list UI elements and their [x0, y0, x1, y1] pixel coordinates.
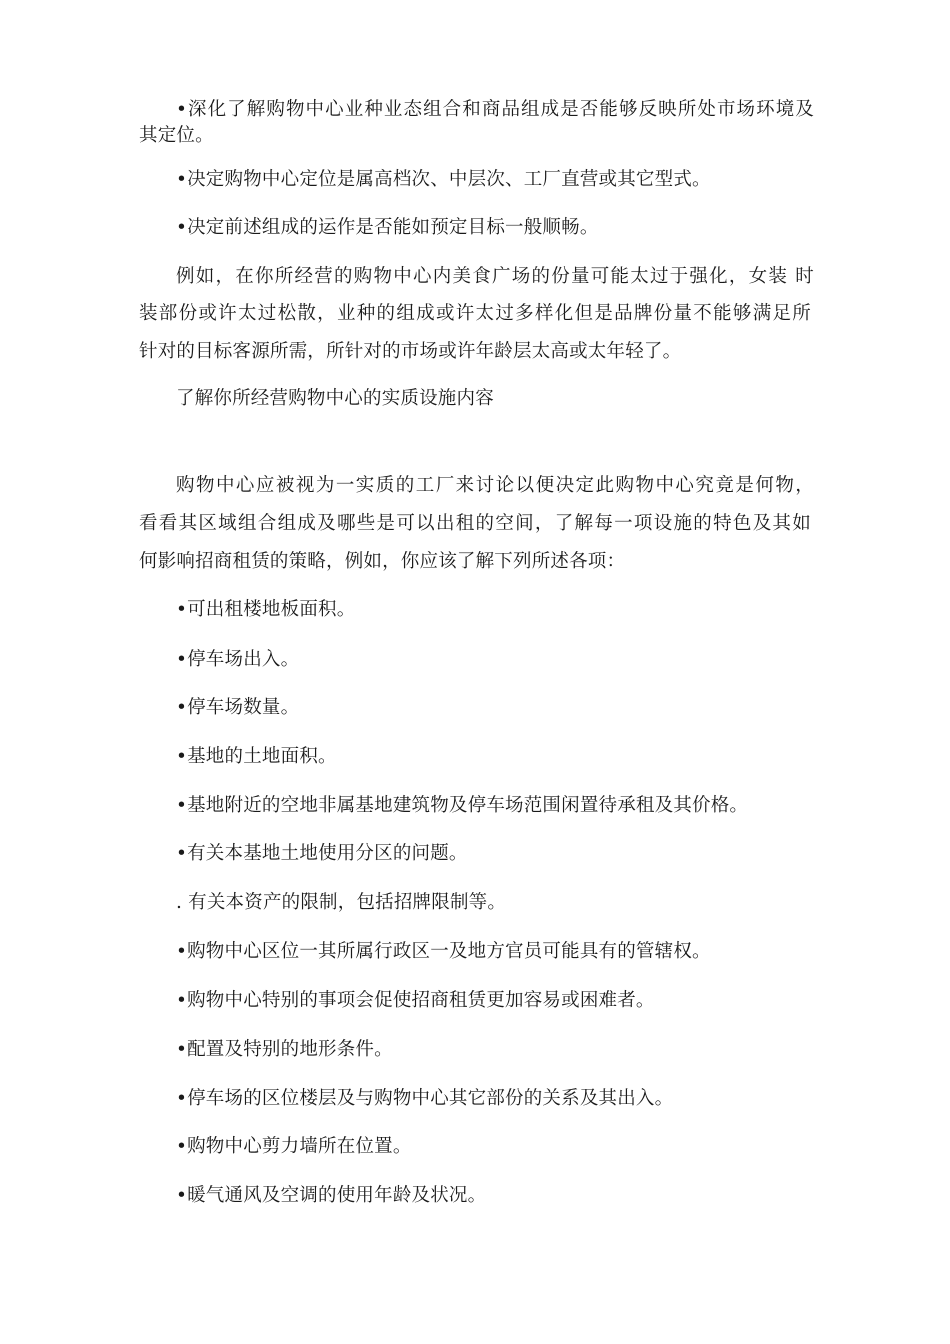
text-line: 购物中心应被视为一实质的工厂来讨论以便决定此购物中心究竟是何物，: [176, 475, 814, 496]
list-item: •可出租楼地板面积。: [176, 599, 356, 620]
list-item: •停车场数量。: [176, 697, 300, 718]
section-heading: 了解你所经营购物中心的实质设施内容: [176, 388, 494, 409]
list-item: •停车场的区位楼层及与购物中心其它部份的关系及其出入。: [176, 1088, 674, 1109]
list-item: •有关本基地土地使用分区的问题。: [176, 843, 468, 864]
list-item: •配置及特别的地形条件。: [176, 1039, 393, 1060]
list-item: . 有关本资产的限制，包括招牌限制等。: [176, 892, 507, 913]
text-line: 针对的目标客源所需，所针对的市场或许年龄层太高或太年轻了。: [139, 341, 682, 362]
list-item: •购物中心特别的事项会促使招商租赁更加容易或困难者。: [176, 990, 655, 1011]
text-line: 看看其区域组合组成及哪些是可以出租的空间，了解每一项设施的特色及其如: [139, 513, 811, 534]
text-line: 例如，在你所经营的购物中心内美食广场的份量可能太过于强化，女装 时: [176, 266, 814, 287]
list-item: •基地附近的空地非属基地建筑物及停车场范围闲置待承租及其价格。: [176, 795, 749, 816]
list-item: •停车场出入。: [176, 649, 300, 670]
list-item: •购物中心区位一其所属行政区一及地方官员可能具有的管辖权。: [176, 941, 711, 962]
text-line: •决定购物中心定位是属高档次、中层次、工厂直营或其它型式。: [176, 169, 711, 190]
list-item: •暖气通风及空调的使用年龄及状况。: [176, 1185, 487, 1206]
list-item: •基地的土地面积。: [176, 746, 337, 767]
text-line: 其定位。: [139, 125, 214, 146]
text-line: •决定前述组成的运作是否能如预定目标一般顺畅。: [176, 217, 599, 238]
text-line: 何影响招商租赁的策略，例如，你应该了解下列所述各项：: [139, 551, 626, 572]
text-line: •深化了解购物中心业种业态组合和商品组成是否能够反映所处市场环境及: [176, 99, 814, 120]
text-line: 装部份或许太过松散，业种的组成或许太过多样化但是品牌份量不能够满足所: [139, 303, 811, 324]
list-item: •购物中心剪力墙所在位置。: [176, 1136, 412, 1157]
